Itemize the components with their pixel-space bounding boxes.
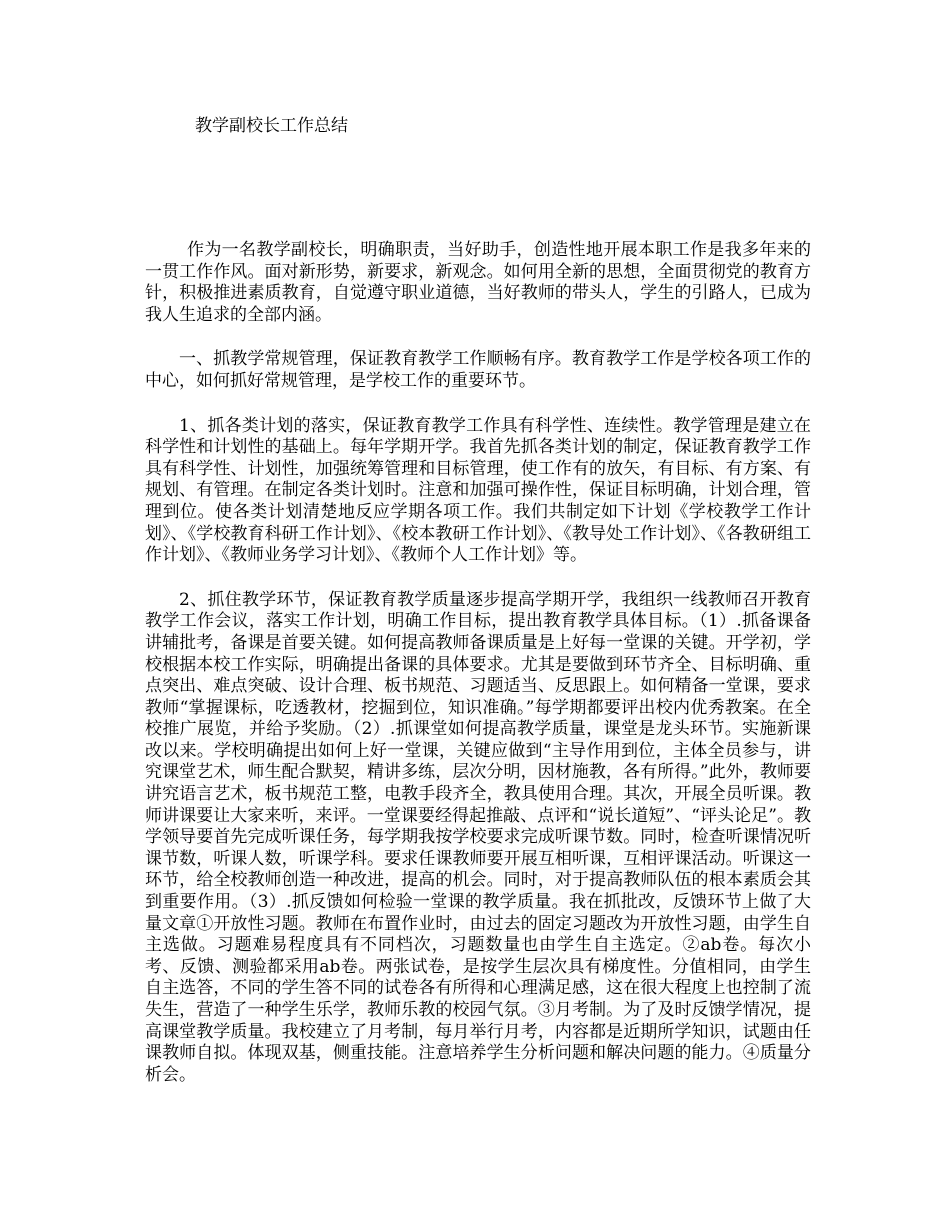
paragraph-plans: 1、抓各类计划的落实，保证教育教学工作具有科学性、连续性。教学管理是建立在科学性和计划性的基础上。每年学期开学。我首先抓各类计划的制定，保证教育教学工作具有科学性、计划性，加强统筹管理和目标管理，使工作有的放矢，有目标、有方案、有规划、有管理。在制定各类计划时。注意和加强可操作性，保证目标明确，计划合理，管理到位。使各类计划清楚地反应学期各项工作。我们共制定如下计划《学校教学工作计划》、《学校教育科研工作计划》、《校本教研工作计划》、《教导处工作计划》、《各教研组工作计划》、《教师业务学习计划》、《教师个人工作计划》等。 bbox=[145, 415, 811, 566]
paragraph-section-1: 一、抓教学常规管理，保证教育教学工作顺畅有序。教育教学工作是学校各项工作的中心，如何抓好常规管理，是学校工作的重要环节。 bbox=[145, 349, 811, 391]
document-title: 教学副校长工作总结 bbox=[195, 116, 348, 136]
paragraph-intro: 作为一名教学副校长，明确职责，当好助手，创造性地开展本职工作是我多年来的一贯工作作风。面对新形势，新要求，新观念。如何用全新的思想，全面贯彻党的教育方针，积极推进素质教育，自觉遵守职业道德，当好教师的带头人，学生的引路人，已成为我人生追求的全部内涵。 bbox=[145, 240, 811, 325]
document-body bbox=[145, 240, 811, 1109]
paragraph-teaching-links: 2、抓住教学环节，保证教育教学质量逐步提高学期开学，我组织一线教师召开教育教学工作会议，落实工作计划，明确工作目标，提出教育教学具体目标。（1）.抓备课备讲辅批考，备课是首要关键。如何提高教师备课质量是上好每一堂课的关键。开学初，学校根据本校工作实际，明确提出备课的具体要求。尤其是要做到环节齐全、目标明确、重点突出、难点突破、设计合理、板书规范、习题适当、反思跟上。如何精备一堂课，要求教师“掌握课标，吃透教材，挖掘到位，知识准确。”每学期都要评出校内优秀教案。在全校推广展览，并给予奖励。（2）.抓课堂如何提高教学质量，课堂是龙头环节。实施新课改以来。学校明确提出如何上好一堂课，关键应做到“主导作用到位，主体全员参与，讲究课堂艺术，师生配合默契，精讲多练，层次分明，因材施教，各有所得。”此外，教师要讲究语言艺术，板书规范工整，电教手段齐全，教具使用合理。其次，开展全员听课。教师讲课要让大家来听，来评。一堂课要经得起推敲、点评和“说长道短”、“评头论足”。教学领导要首先完成听课任务，每学期我按学校要求完成听课节数。同时，检查听课情况听课节数，听课人数，听课学科。要求任课教师要开展互相听课，互相评课活动。听课这一环节，给全校教师创造一种改进，提高的机会。同时，对于提高教师队伍的根本素质会其到重要作用。（3）.抓反馈如何检验一堂课的教学质量。我在抓批改，反馈环节上做了大量文章①开放性习题。教师在布置作业时，由过去的固定习题改为开放性习题，由学生自主选做。习题难易程度具有不同档次，习题数量也由学生自主选定。②ab卷。每次小考、反馈、测验都采用ab卷。两张试卷，是按学生层次具有梯度性。分值相同，由学生自主选答，不同的学生答不同的试卷各有所得和心理满足感，这在很大程度上也控制了流失生，营造了一种学生乐学，教师乐教的校园气氛。③月考制。为了及时反馈学情况，提高课堂教学质量。我校建立了月考制，每月举行月考，内容都是近期所学知识，试题由任课教师自拟。体现双基，侧重技能。注意培养学生分析问题和解决问题的能力。④质量分析会。 bbox=[145, 589, 811, 1085]
